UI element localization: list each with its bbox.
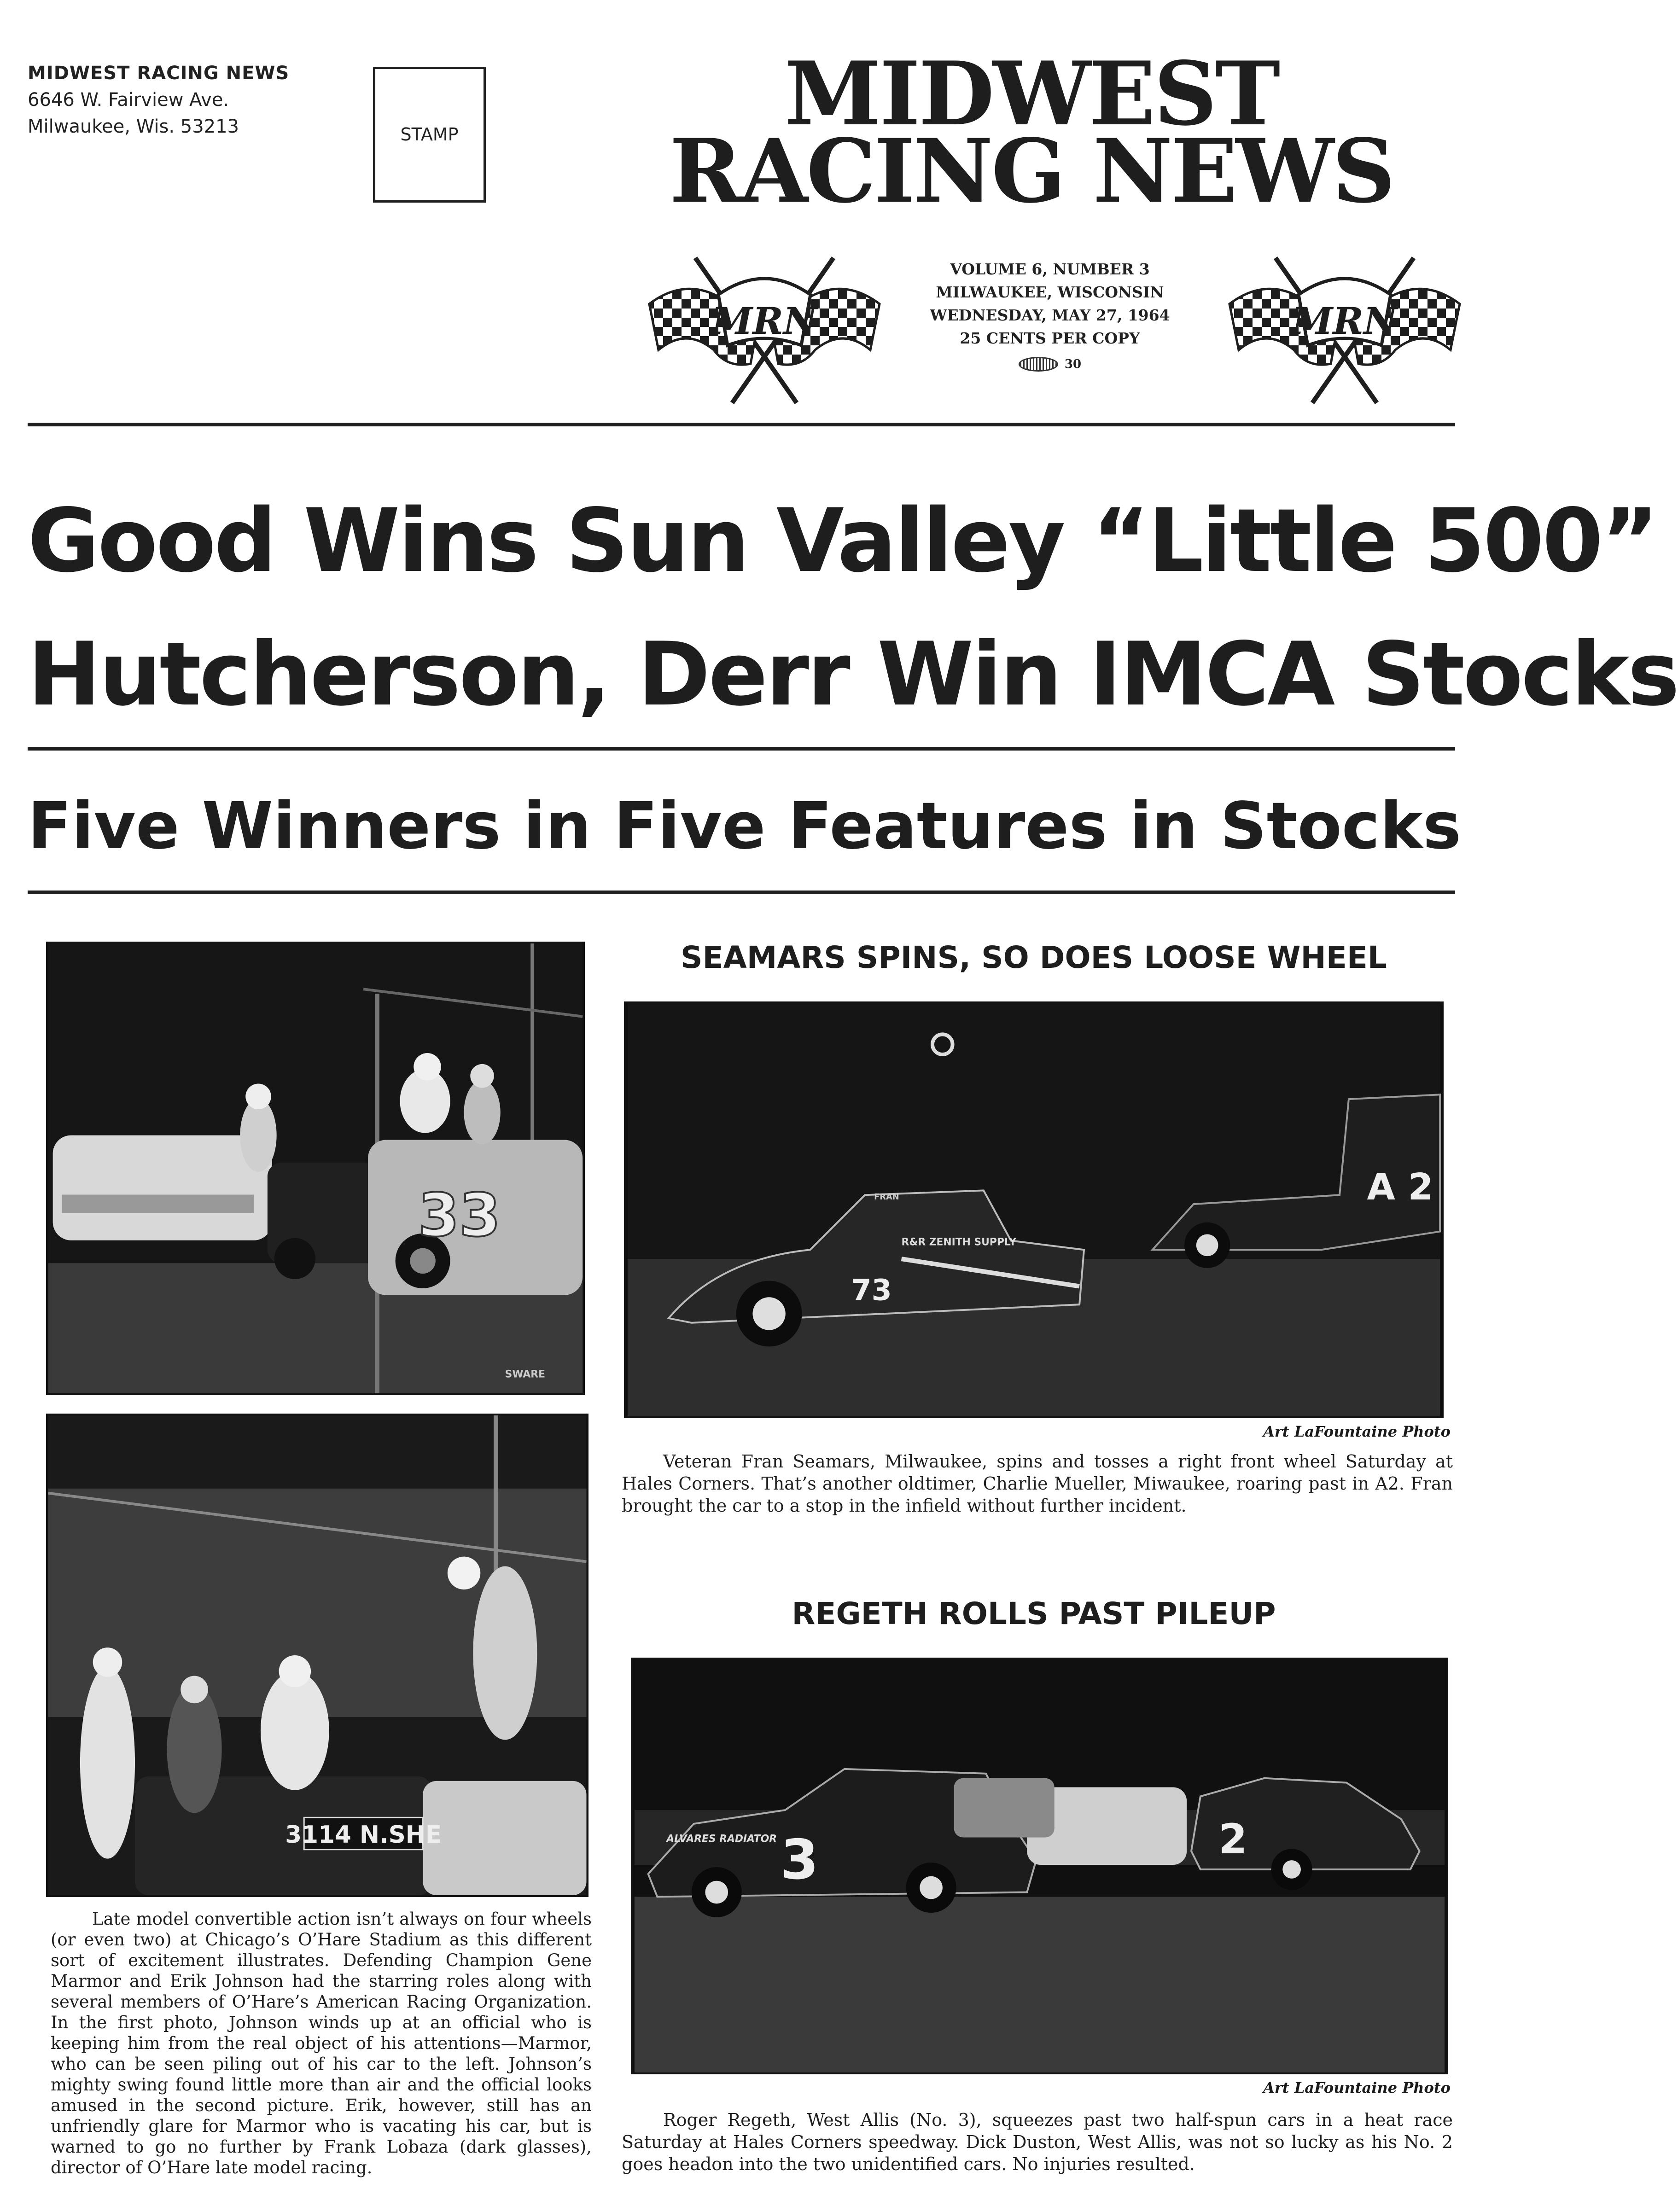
headline-third: Five Winners in Five Features in Stocks bbox=[28, 789, 1462, 864]
divider-rule bbox=[28, 747, 1455, 751]
mailing-city: Milwaukee, Wis. 53213 bbox=[28, 116, 239, 137]
divider-rule bbox=[28, 891, 1455, 894]
checkered-flag-icon bbox=[645, 244, 884, 410]
mailing-address bbox=[28, 60, 290, 140]
car-number-33: 33 bbox=[418, 1181, 501, 1250]
stamp-label: STAMP bbox=[400, 124, 459, 145]
photo-ohare-official bbox=[46, 1414, 588, 1897]
car-number-73: 73 bbox=[851, 1273, 892, 1307]
mailing-street: 6646 W. Fairview Ave. bbox=[28, 89, 229, 111]
divider-rule bbox=[28, 423, 1455, 426]
mailing-name: MIDWEST RACING NEWS bbox=[28, 63, 290, 84]
regeth-caption bbox=[622, 2109, 1453, 2175]
car-sponsor-text: ALVARES RADIATOR bbox=[666, 1833, 777, 1845]
headline-second: Hutcherson, Derr Win IMCA Stocks bbox=[28, 623, 1678, 725]
ohare-caption bbox=[51, 1909, 592, 2178]
seamars-headline: SEAMARS SPINS, SO DOES LOOSE WHEEL bbox=[681, 940, 1387, 975]
photo-ohare-scuffle-image bbox=[48, 943, 583, 1393]
car-driver-name: FRAN bbox=[874, 1192, 899, 1202]
issue-price: 25 CENTS PER COPY bbox=[960, 329, 1140, 347]
car-number-2: 2 bbox=[1218, 1816, 1247, 1864]
union-bug-icon bbox=[1019, 357, 1058, 372]
photo-regeth-pileup bbox=[631, 1658, 1448, 2074]
checkered-flag-logo-right bbox=[1225, 244, 1464, 410]
photo-regeth-pileup-image bbox=[633, 1659, 1446, 2072]
photo-seamars-spin-image bbox=[626, 1003, 1442, 1416]
car-sponsor-text: R&R ZENITH SUPPLY bbox=[901, 1236, 1017, 1248]
photo-studio-mark: SWARE bbox=[505, 1368, 546, 1380]
headline-main: Good Wins Sun Valley “Little 500” bbox=[28, 490, 1657, 592]
flag-logo-text: MRN bbox=[1292, 299, 1398, 343]
car-number-3: 3 bbox=[781, 1828, 819, 1892]
issue-volume: VOLUME 6, NUMBER 3 bbox=[950, 260, 1150, 278]
regeth-headline: REGETH ROLLS PAST PILEUP bbox=[792, 1596, 1276, 1631]
flag-logo-text: MRN bbox=[711, 299, 817, 343]
seamars-caption-text: Veteran Fran Seamars, Milwaukee, spins and tosses a right front wheel Saturday at Hales Corners. That’s another oldtimer, Charlie Mueller, Miwaukee, roaring past in A2. Fran brought the car to a stop in the infield without further incident. bbox=[622, 1451, 1453, 1516]
ohare-caption-text: Late model convertible action isn’t always on four wheels (or even two) at Chicago’s O’Hare Stadium as this different sort of excitement illustrates. Defending Champion Gene Marmor and Erik Johnson had the starring roles along with several members of O’Hare’s American Racing Organization. In the first photo, Johnson winds up at an official who is keeping him from the real object of his attentions—Marmor, who can be seen piling out of his car to the left. Johnson’s mighty swing found little more than air and the official looks amused in the second picture. Erik, however, still has an unfriendly glare for Marmor who is vacating his car, but is warned to go no further by Frank Lobaza (dark glasses), director of O’Hare late model racing. bbox=[51, 1909, 592, 2177]
car-number-a2: A 2 bbox=[1367, 1165, 1433, 1209]
regeth-caption-text: Roger Regeth, West Allis (No. 3), squeezes past two half-spun cars in a heat race Saturday at Hales Corners speedway. Dick Duston, West Allis, was not so lucky as his No. 2 goes headon into the two unidentified cars. No injuries resulted. bbox=[622, 2110, 1453, 2174]
union-label bbox=[903, 353, 1197, 376]
car-plate-text: 3114 N.SHE bbox=[285, 1821, 442, 1849]
photo-ohare-scuffle bbox=[46, 942, 585, 1395]
seamars-photo-credit: Art LaFountaine Photo bbox=[1263, 1423, 1451, 1440]
union-number: 30 bbox=[1064, 357, 1082, 371]
seamars-caption bbox=[622, 1450, 1453, 1517]
checkered-flag-icon bbox=[1225, 244, 1464, 410]
masthead-line1: MIDWEST bbox=[784, 42, 1279, 145]
issue-place: MILWAUKEE, WISCONSIN bbox=[936, 283, 1164, 301]
issue-date: WEDNESDAY, MAY 27, 1964 bbox=[930, 306, 1170, 324]
masthead-line2: RACING NEWS bbox=[669, 120, 1394, 222]
masthead-title bbox=[640, 42, 1423, 222]
regeth-photo-credit: Art LaFountaine Photo bbox=[1263, 2079, 1451, 2096]
issue-info bbox=[903, 258, 1197, 376]
photo-ohare-official-image bbox=[48, 1415, 587, 1895]
photo-seamars-spin bbox=[624, 1001, 1444, 1418]
stamp-box bbox=[373, 67, 486, 203]
checkered-flag-logo-left bbox=[645, 244, 884, 410]
